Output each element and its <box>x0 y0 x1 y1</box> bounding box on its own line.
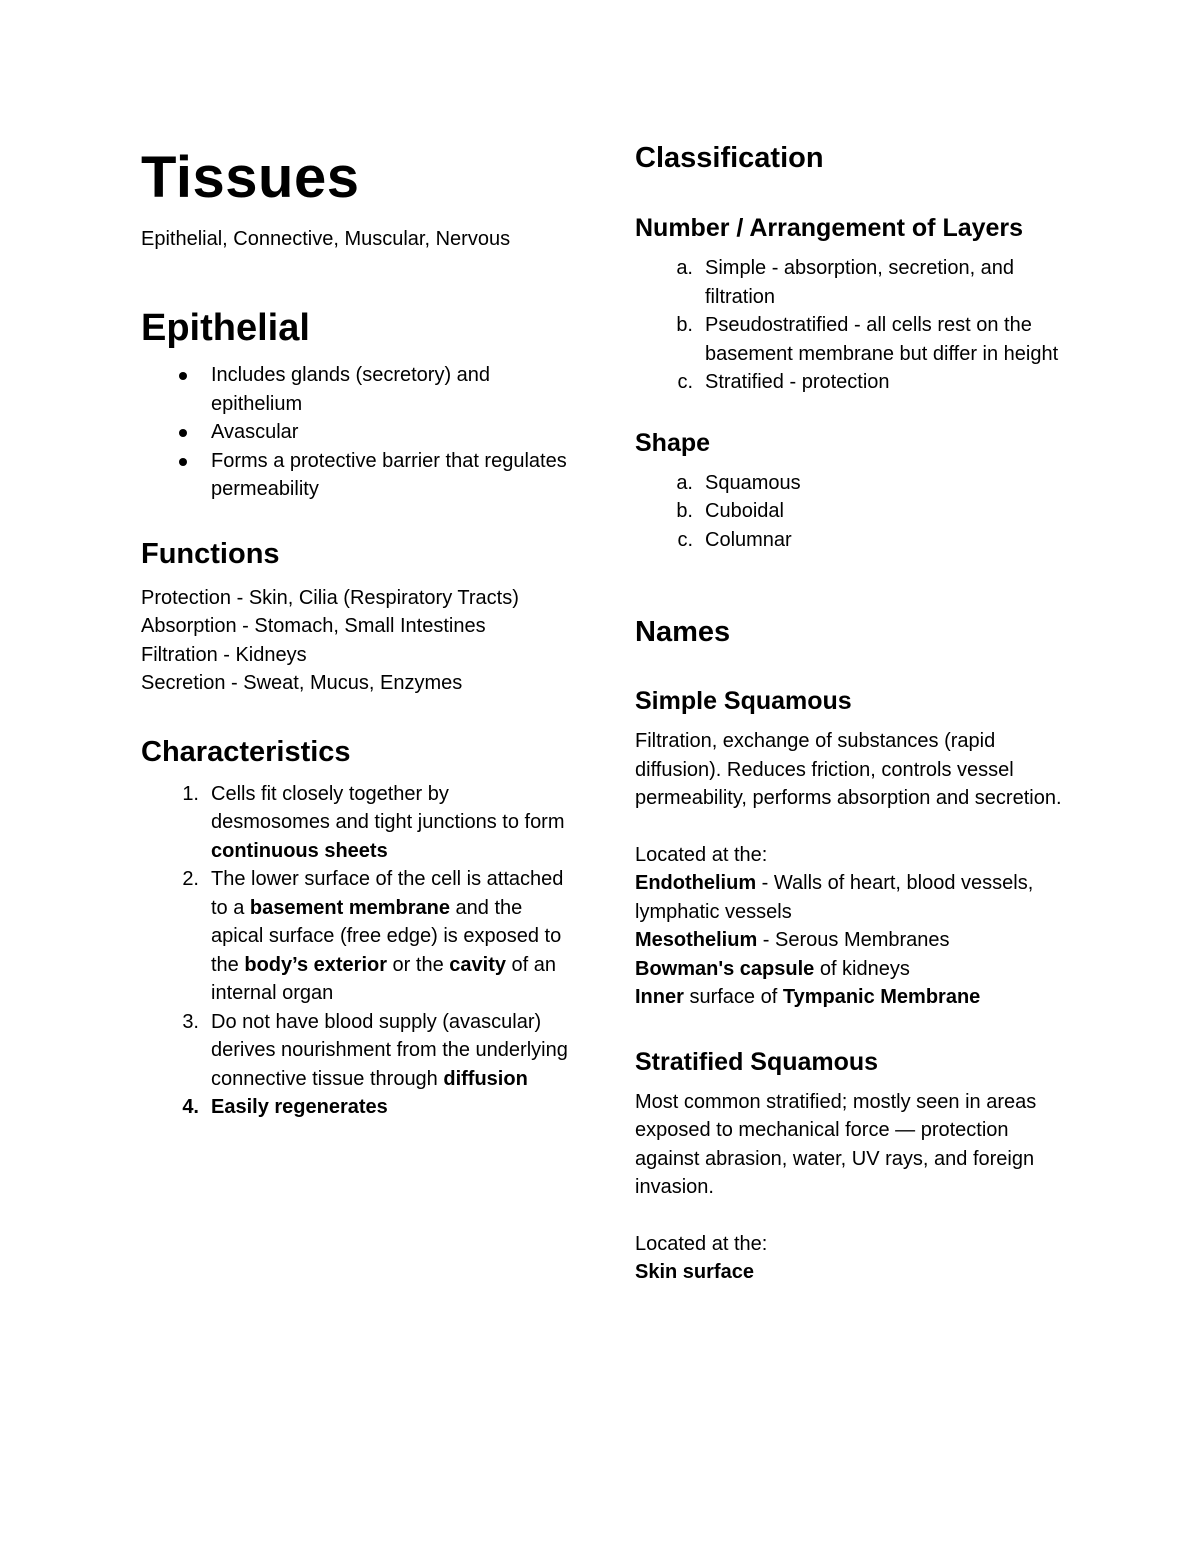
list-item: a. Squamous <box>635 469 1065 498</box>
location-line: Endothelium - Walls of heart, blood vessels, lymphatic vessels <box>635 872 1034 923</box>
list-number: 3. <box>182 1010 199 1033</box>
left-column <box>141 140 571 1122</box>
location-line: Bowman's capsule of kidneys <box>635 957 910 980</box>
list-item: Includes glands (secretory) and epithelium <box>141 361 571 418</box>
list-item: c. Stratified - protection <box>635 368 1065 397</box>
list-letter: a. <box>676 257 693 279</box>
page-subtitle: Epithelial, Connective, Muscular, Nervous <box>141 228 511 250</box>
function-line: Absorption - Stomach, Small Intestines <box>141 615 486 637</box>
layers-heading: Number / Arrangement of Layers <box>635 214 1024 242</box>
right-column <box>635 140 1065 1287</box>
simple-squamous-description: Filtration, exchange of substances (rapid diffusion). Reduces friction, controls vessel permeability, performs absorption and secretion. <box>635 730 1062 809</box>
list-item: a. Simple - absorption, secretion, and filtration <box>635 254 1065 311</box>
list-number: 2. <box>182 868 199 890</box>
list-number: 1. <box>182 782 199 805</box>
layers-list <box>635 254 1065 397</box>
list-item: b. Cuboidal <box>635 497 1065 526</box>
names-heading: Names <box>635 616 731 648</box>
list-item: b. Pseudostratified - all cells rest on the basement membrane but differ in height <box>635 311 1065 368</box>
list-item: Avascular <box>141 418 571 447</box>
classification-heading: Classification <box>635 142 824 174</box>
function-line: Secretion - Sweat, Mucus, Enzymes <box>141 672 463 694</box>
characteristics-heading: Characteristics <box>141 735 351 768</box>
list-letter: c. <box>677 371 693 393</box>
bullet-icon <box>179 429 187 437</box>
list-item: 2. The lower surface of the cell is attached to a basement membrane and the apical surface (free edge) is exposed to the body’s exterior or the cavity of an internal organ <box>141 865 571 1008</box>
list-letter: c. <box>677 528 693 551</box>
list-item: c. Columnar <box>635 526 1065 555</box>
simple-squamous-heading: Simple Squamous <box>635 687 852 715</box>
shape-list <box>635 469 1065 555</box>
list-number: 4. <box>182 1096 199 1118</box>
stratified-squamous-location: Skin surface <box>635 1261 754 1283</box>
list-item: 1. Cells fit closely together by desmosomes and tight junctions to form continuous sheets <box>141 780 571 866</box>
page-title: Tissues <box>141 145 360 210</box>
list-letter: a. <box>676 471 693 494</box>
list-item: 4. Easily regenerates <box>141 1093 571 1122</box>
list-item: 3. Do not have blood supply (avascular) derives nourishment from the underlying connective tissue through diffusion <box>141 1008 571 1094</box>
epithelial-heading: Epithelial <box>141 307 310 349</box>
stratified-squamous-heading: Stratified Squamous <box>635 1047 879 1076</box>
stratified-squamous-located-label: Located at the: <box>635 1232 768 1255</box>
shape-heading: Shape <box>635 428 711 457</box>
functions-heading: Functions <box>141 537 280 570</box>
list-letter: b. <box>676 500 693 522</box>
simple-squamous-locations <box>635 869 1065 1012</box>
bullet-icon <box>179 458 187 466</box>
characteristics-list <box>141 780 571 1122</box>
list-item: Forms a protective barrier that regulates permeability <box>141 447 571 504</box>
simple-squamous-located-label: Located at the: <box>635 843 768 866</box>
stratified-squamous-description: Most common stratified; mostly seen in areas exposed to mechanical force — protection against abrasion, water, UV rays, and foreign invasion. <box>635 1090 1037 1198</box>
functions-text <box>141 584 571 698</box>
function-line: Filtration - Kidneys <box>141 643 307 666</box>
epithelial-bullet-list <box>141 361 571 504</box>
list-letter: b. <box>676 314 693 336</box>
bullet-icon <box>179 372 187 380</box>
function-line: Protection - Skin, Cilia (Respiratory Tracts) <box>141 586 519 609</box>
location-line: Inner surface of Tympanic Membrane <box>635 986 981 1008</box>
location-line: Mesothelium - Serous Membranes <box>635 929 950 951</box>
